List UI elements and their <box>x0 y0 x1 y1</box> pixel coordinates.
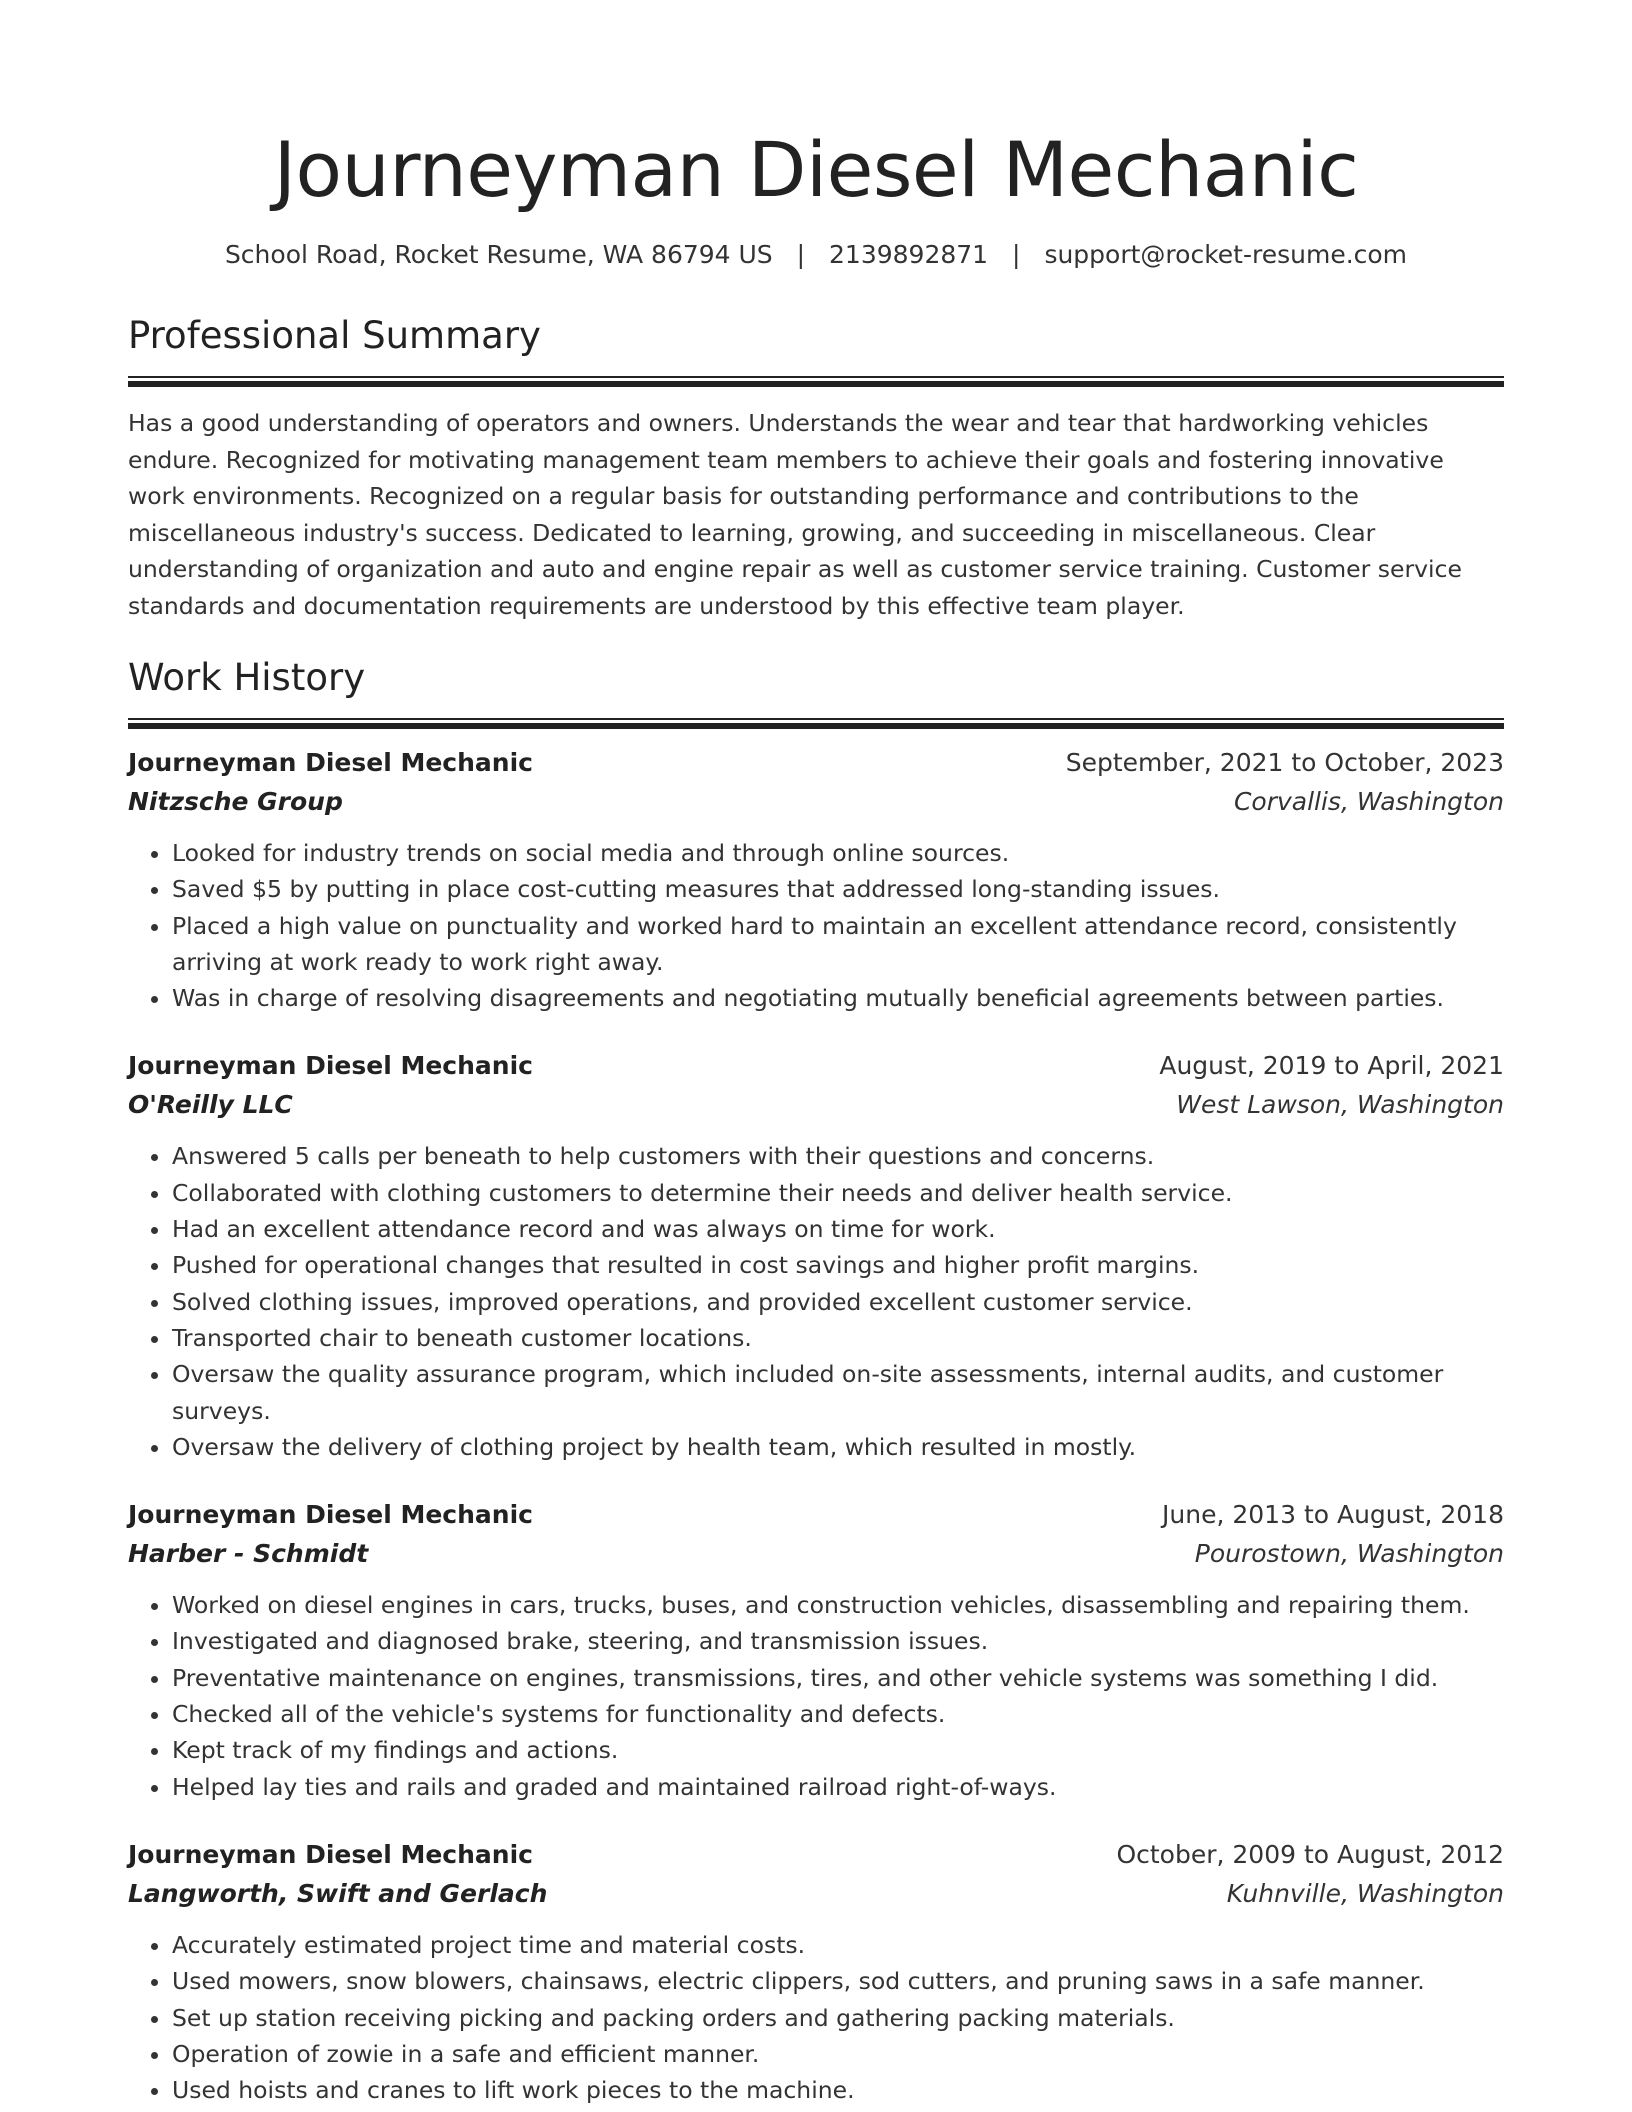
job-bullet: • Used hoists and cranes to lift work pieces to the machine. <box>172 2072 1504 2108</box>
job-dates: September, 2021 to October, 2023 <box>1065 748 1504 777</box>
job-bullet: • Worked on diesel engines in cars, trucks, buses, and construction vehicles, disassembling and repairing them. <box>172 1587 1504 1623</box>
section-divider <box>128 718 1504 729</box>
job-title: Journeyman Diesel Mechanic <box>128 1051 533 1081</box>
candidate-name: Journeyman Diesel Mechanic <box>273 125 1359 214</box>
section-divider <box>128 376 1504 387</box>
job-bullet: • Placed a high value on punctuality and worked hard to maintain an excellent attendance record, consistently arriving at work ready to work right away. <box>172 908 1504 981</box>
job-bullet: • Looked for industry trends on social media and through online sources. <box>172 835 1504 871</box>
job-bullet: • Collaborated with clothing customers to determine their needs and deliver health service. <box>172 1175 1504 1211</box>
job-entry <box>128 1835 1504 2108</box>
job-bullet: • Had an excellent attendance record and was always on time for work. <box>172 1211 1504 1247</box>
job-dates: October, 2009 to August, 2012 <box>1116 1839 1504 1869</box>
job-location: West Lawson, Washington <box>1176 1090 1504 1120</box>
company-name: Harber - Schmidt <box>128 1539 369 1569</box>
job-bullet: • Checked all of the vehicle's systems for functionality and defects. <box>172 1696 1504 1732</box>
contact-email: support@rocket-resume.com <box>1044 240 1408 269</box>
job-bullet: • Solved clothing issues, improved operations, and provided excellent customer service. <box>172 1284 1504 1320</box>
contact-phone: 2139892871 <box>829 240 989 269</box>
job-bullet: • Kept track of my findings and actions. <box>172 1732 1504 1768</box>
company-name: O'Reilly LLC <box>128 1090 293 1120</box>
company-name: Nitzsche Group <box>128 787 343 816</box>
job-bullet: • Operation of zowie in a safe and efficient manner. <box>172 2036 1504 2072</box>
resume-page <box>128 0 1504 2108</box>
professional-summary-section <box>128 312 1504 624</box>
job-entry <box>128 1495 1504 1805</box>
job-bullets <box>128 1587 1504 1805</box>
job-location: Corvallis, Washington <box>1233 787 1504 816</box>
job-bullets <box>128 1138 1504 1465</box>
summary-text: Has a good understanding of operators and owners. Understands the wear and tear that hardworking vehicles endure. Recognized for motivating management team members to achieve their goals and fostering innovative work environments. Recognized on a regular basis for outstanding performance and contributions to the miscellaneous industry's success. Dedicated to learning, growing, and succeeding in miscellaneous. Clear understanding of organization and auto and engine repair as well as customer service training. Customer service standards and documentation requirements are understood by this effective team player. <box>128 409 1462 620</box>
job-title: Journeyman Diesel Mechanic <box>128 1839 533 1869</box>
job-bullet: • Investigated and diagnosed brake, steering, and transmission issues. <box>172 1623 1504 1659</box>
job-bullet: • Set up station receiving picking and packing orders and gathering packing materials. <box>172 2000 1504 2036</box>
job-bullet: • Oversaw the quality assurance program, which included on-site assessments, internal audits, and customer surveys. <box>172 1356 1504 1429</box>
section-heading-summary: Professional Summary <box>128 314 541 357</box>
job-bullet: • Preventative maintenance on engines, transmissions, tires, and other vehicle systems was something I did. <box>172 1660 1504 1696</box>
contact-separator: | <box>1012 240 1021 269</box>
company-name: Langworth, Swift and Gerlach <box>128 1878 548 1908</box>
job-dates: June, 2013 to August, 2018 <box>1162 1500 1504 1530</box>
section-heading-work: Work History <box>128 656 366 699</box>
job-location: Kuhnville, Washington <box>1226 1878 1504 1908</box>
job-bullet: • Was in charge of resolving disagreements and negotiating mutually beneficial agreements between parties. <box>172 980 1504 1016</box>
work-history-section <box>128 654 1504 2108</box>
job-bullet: • Oversaw the delivery of clothing project by health team, which resulted in mostly. <box>172 1429 1504 1465</box>
job-bullet: • Transported chair to beneath customer locations. <box>172 1320 1504 1356</box>
job-bullets <box>128 835 1504 1016</box>
job-location: Pourostown, Washington <box>1194 1539 1504 1569</box>
job-bullet: • Accurately estimated project time and material costs. <box>172 1927 1504 1963</box>
job-entry <box>128 1046 1504 1465</box>
job-dates: August, 2019 to April, 2021 <box>1159 1051 1504 1081</box>
contact-line <box>128 238 1504 272</box>
job-title: Journeyman Diesel Mechanic <box>128 748 533 777</box>
contact-separator: | <box>796 240 806 269</box>
job-title: Journeyman Diesel Mechanic <box>128 1500 533 1530</box>
job-bullet: • Helped lay ties and rails and graded and maintained railroad right-of-ways. <box>172 1769 1504 1805</box>
job-bullet: • Answered 5 calls per beneath to help customers with their questions and concerns. <box>172 1138 1504 1174</box>
contact-address: School Road, Rocket Resume, WA 86794 US <box>224 240 773 269</box>
job-bullets <box>128 1927 1504 2108</box>
job-bullet: • Used mowers, snow blowers, chainsaws, electric clippers, sod cutters, and pruning saws in a safe manner. <box>172 1963 1504 1999</box>
job-bullet: • Saved $5 by putting in place cost-cutting measures that addressed long-standing issues. <box>172 871 1504 907</box>
job-bullet: • Pushed for operational changes that resulted in cost savings and higher profit margins. <box>172 1247 1504 1283</box>
job-entry <box>128 743 1504 1016</box>
